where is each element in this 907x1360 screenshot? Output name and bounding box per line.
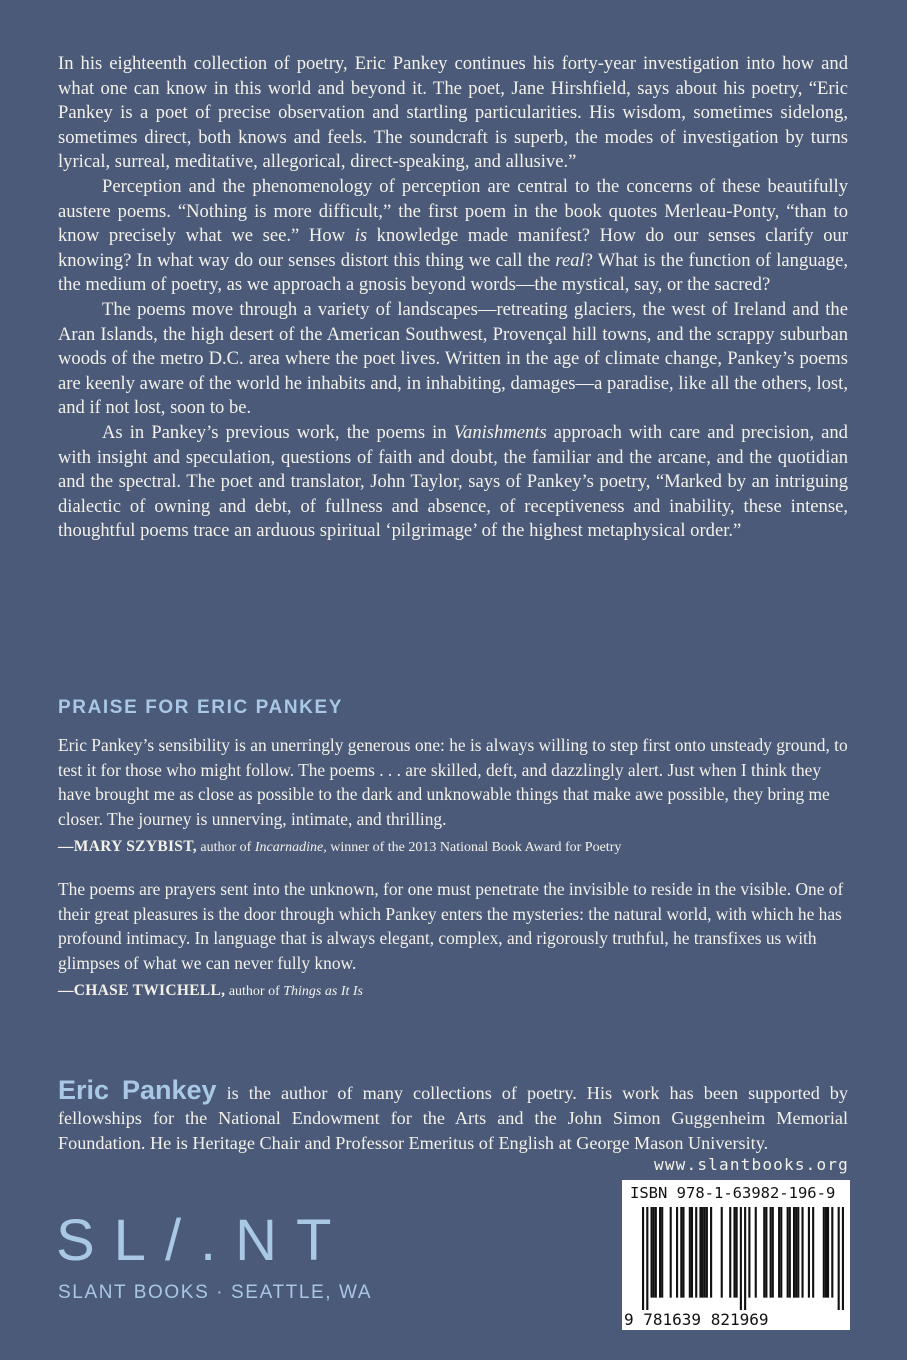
barcode-bar [706, 1207, 708, 1298]
barcode-bar [838, 1207, 840, 1310]
publisher-location: SLANT BOOKS · SEATTLE, WA [58, 1282, 373, 1303]
barcode-bar [795, 1207, 797, 1298]
barcode-bar [676, 1207, 678, 1298]
barcode-bar [655, 1207, 657, 1298]
barcode-bar [691, 1207, 693, 1298]
barcode-bar [765, 1207, 767, 1298]
praise-heading: PRAISE FOR ERIC PANKEY [58, 697, 344, 718]
quote-text: Eric Pankey’s sensibility is an unerringly generous one: he is always willing to step first onto unsteady ground, to test it for those who might follow. The poems . . . are skilled, deft, and dazzlingly alert. Just when I think they have brought me as close as possible to the dark and unknowable things that make awe possible, they bring me closer. The journey is unnerving, intimate, and thrilling. [58, 735, 848, 829]
isbn-barcode [622, 1180, 850, 1330]
publisher-website: www.slantbooks.org [654, 1155, 849, 1174]
isbn-number: ISBN 978-1-63982-196-9 [630, 1184, 836, 1202]
barcode-bar [689, 1207, 691, 1298]
barcode-bar [702, 1207, 704, 1298]
barcode-bars [642, 1207, 844, 1310]
barcode-bar [793, 1207, 795, 1298]
praise-quote [58, 877, 848, 1005]
ean-digits: 9 781639 821969 [624, 1310, 769, 1329]
description-paragraph-2: Perception and the phenomenology of perception are central to the concerns of these beautifully austere poems. “Nothing is more difficult,” the first poem in the book quotes Merleau-Ponty, “than to know precisely what we see.” How is knowledge made manifest? How do our senses clarify our knowing? In what way do our senses distort this thing we call the real? What is the function of language, the medium of poetry, as we approach a gnosis beyond words—the mystical, say, or the sacred? [58, 175, 849, 296]
barcode-bar [801, 1207, 803, 1298]
barcode-bar [721, 1207, 723, 1298]
barcode-bar [680, 1207, 682, 1298]
barcode-bar [659, 1207, 661, 1298]
praise-quote [58, 733, 848, 861]
book-description [58, 52, 848, 544]
barcode-bar [772, 1207, 774, 1298]
barcode-bar [646, 1207, 648, 1310]
barcode-bar [831, 1207, 833, 1298]
barcode-bar [787, 1207, 789, 1298]
barcode-bar [744, 1207, 746, 1310]
barcode-bar [780, 1207, 782, 1298]
barcode-bar [736, 1207, 738, 1298]
barcode-bar [740, 1207, 742, 1310]
barcode-bar [682, 1207, 684, 1298]
quote-text: The poems are prayers sent into the unknown, for one must penetrate the invisible to reside in the visible. One of their great pleasures is the door through which Pankey enters the mysteries: the natural world, with which he has profound intimacy. In language that is always elegant, complex, and rigorously truthful, he transfixes us with glimpses of what we can never fully know. [58, 879, 844, 973]
barcode-bar [704, 1207, 706, 1298]
barcode-bar [661, 1207, 663, 1298]
barcode-bar [827, 1207, 829, 1298]
description-paragraph-3: The poems move through a variety of landscapes—retreating glaciers, the west of Ireland and the Aran Islands, the high desert of the American Southwest, Provençal hill towns, and the scrappy suburban woods of the metro D.C. area where the poet lives. Written in the age of climate change, Pankey’s poems are keenly aware of the world he inhabits and, in inhabiting, damages—a paradise, like all the others, lost, and if not lost, soon to be. [58, 298, 848, 419]
barcode-bar [642, 1207, 644, 1310]
barcode-bar [699, 1207, 701, 1298]
barcode-bar [797, 1207, 799, 1298]
barcode-bar [729, 1207, 731, 1298]
publisher-logo: SL/.NT [56, 1208, 351, 1273]
barcode-bar [842, 1207, 844, 1310]
barcode-bar [651, 1207, 653, 1298]
barcode-bar [808, 1207, 810, 1298]
author-name: Eric Pankey [58, 1075, 217, 1106]
barcode-bar [748, 1207, 750, 1298]
barcode-bar [778, 1207, 780, 1298]
barcode-bar [695, 1207, 697, 1298]
quote-attribution: —CHASE TWICHELL, author of Things as It Is [58, 982, 363, 999]
quote-attribution: —MARY SZYBIST, author of Incarnadine, winner of the 2013 National Book Award for Poetry [58, 838, 622, 855]
description-paragraph-1: In his eighteenth collection of poetry, Eric Pankey continues his forty-year investigation into how and what one can know in this world and beyond it. The poet, Jane Hirshfield, says about his poetry, “Eric Pankey is a poet of precise observation and startling particularities. His wisdom, sometimes sidelong, sometimes direct, both knows and feels. The soundcraft is superb, the modes of investigation by turns lyrical, surreal, meditative, allegorical, direct-speaking, and allusive.” [58, 53, 848, 173]
barcode-bar [733, 1207, 735, 1298]
barcode-bar [812, 1207, 814, 1298]
author-bio: Eric Pankey is the author of many collections of poetry. His work has been supported by fellowships for the National Endowment for the Arts and the John Simon Guggenheim Memorial Foundation. He is Heritage Chair and Professor Emeritus of English at George Mason University. [58, 1075, 848, 1154]
barcode-bar [670, 1207, 672, 1298]
barcode-bar [755, 1207, 757, 1298]
barcode-bar [653, 1207, 655, 1298]
description-paragraph-4: As in Pankey’s previous work, the poems in Vanishments approach with care and precision, and with insight and speculation, questions of faith and doubt, the familiar and the arcane, and the quotidian and the spectral. The poet and translator, John Taylor, says of Pankey’s poetry, “Marked by an intriguing dialectic of owning and debt, of fullness and absence, of receptiveness and inability, these intense, thoughtful poems trace an arduous spiritual ‘pilgrimage’ of the highest metaphysical order.” [58, 421, 848, 542]
barcode-bar [789, 1207, 791, 1298]
barcode-bar [823, 1207, 825, 1298]
barcode-bar [825, 1207, 827, 1298]
barcode-bar [770, 1207, 772, 1298]
barcode-bar [710, 1207, 712, 1298]
barcode-bar [763, 1207, 765, 1298]
